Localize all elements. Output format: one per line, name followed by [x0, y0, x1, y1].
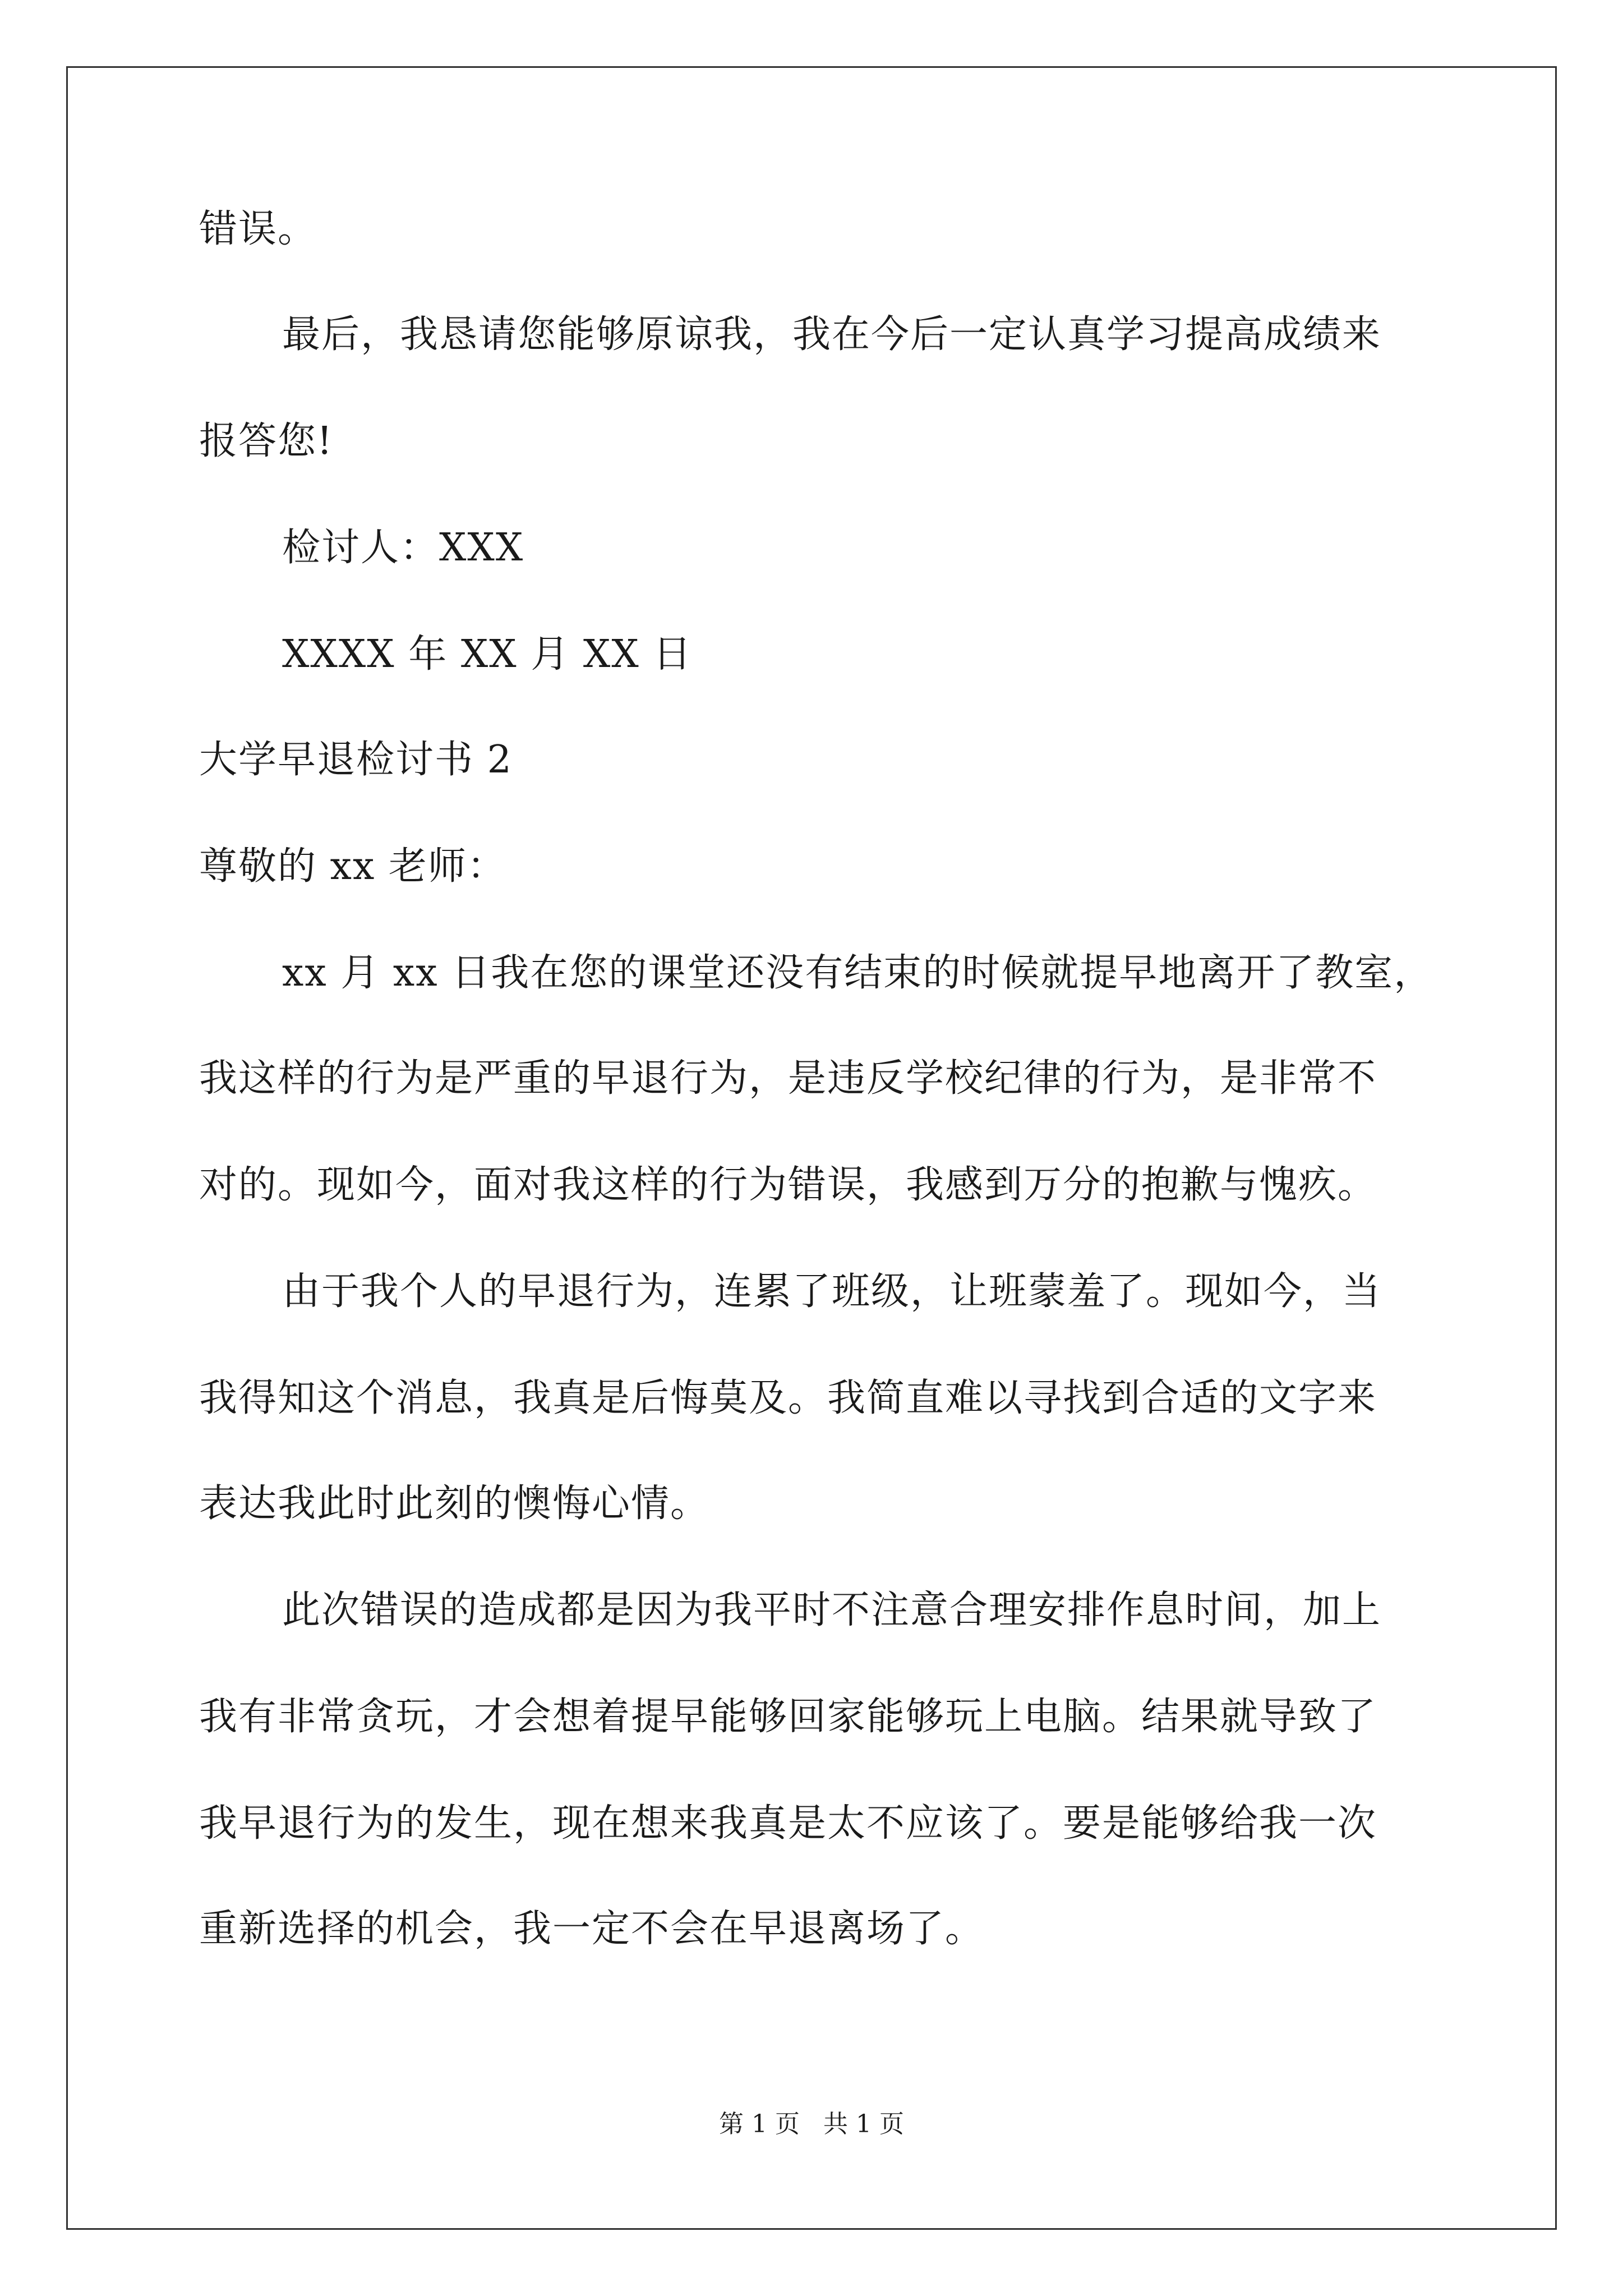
page-border: [66, 66, 1557, 2230]
paragraph-3-line-1: 此次错误的造成都是因为我平时不注意合理安排作息时间，加上: [282, 1588, 1382, 1632]
paragraph-1-line-3: 对的。现如今，面对我这样的行为错误，我感到万分的抱歉与愧疚。: [199, 1163, 1377, 1207]
date-line: XXXX 年 XX 月 XX 日: [282, 632, 693, 677]
salutation: 尊敬的 xx 老师：: [199, 844, 506, 889]
paragraph-2-line-1: 由于我个人的早退行为，连累了班级，让班蒙羞了。现如今，当: [282, 1269, 1382, 1314]
section-title: 大学早退检讨书 2: [199, 738, 513, 782]
paragraph-3-line-4: 重新选择的机会，我一定不会在早退离场了。: [199, 1907, 985, 1951]
paragraph-1-line-1: xx 月 xx 日我在您的课堂还没有结束的时候就提早地离开了教室，: [282, 951, 1433, 995]
page-number-footer: 第 1 页 共 1 页: [719, 2110, 904, 2138]
paragraph-1-line-2: 我这样的行为是严重的早退行为，是违反学校纪律的行为，是非常不: [199, 1056, 1377, 1101]
text-line-closing-1: 最后，我恳请您能够原谅我，我在今后一定认真学习提高成绩来: [282, 312, 1382, 357]
paragraph-3-line-2: 我有非常贪玩，才会想着提早能够回家能够玩上电脑。结果就导致了: [199, 1695, 1377, 1739]
text-line-ending: 错误。: [199, 207, 317, 251]
paragraph-2-line-3: 表达我此时此刻的懊悔心情。: [199, 1481, 710, 1526]
text-line-closing-2: 报答您!: [199, 419, 334, 463]
paragraph-3-line-3: 我早退行为的发生，现在想来我真是太不应该了。要是能够给我一次: [199, 1801, 1377, 1846]
signature-line: 检讨人：XXX: [282, 526, 524, 570]
paragraph-2-line-2: 我得知这个消息，我真是后悔莫及。我简直难以寻找到合适的文字来: [199, 1376, 1377, 1420]
